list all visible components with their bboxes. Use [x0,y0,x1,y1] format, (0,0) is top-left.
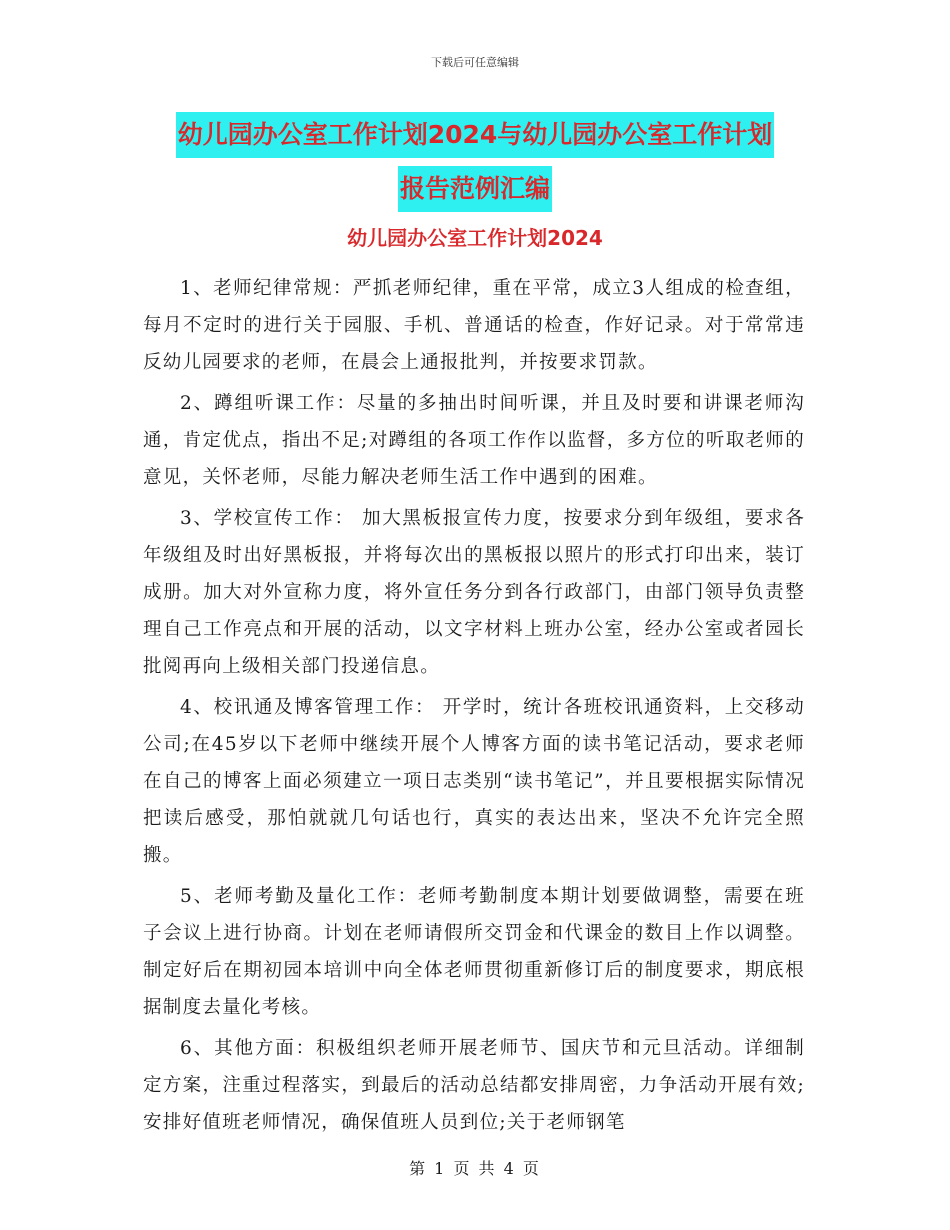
paragraph-4: 4、校讯通及博客管理工作： 开学时，统计各班校讯通资料，上交移动公司;在45岁以下老师中继续开展个人博客方面的读书笔记活动，要求老师在自己的博客上面必须建立一项日志类别“读书笔记”，并且要根据实际情况把读后感受，那怕就就几句话也行，真实的表达出来，坚决不允许完全照搬。 [143,697,805,866]
document-title [0,110,950,218]
paragraph-1: 1、老师纪律常规：严抓老师纪律，重在平常，成立3人组成的检查组，每月不定时的进行关于园服、手机、普通话的检查，作好记录。对于常常违反幼儿园要求的老师，在晨会上通报批判，并按要求罚款。 [143,278,805,373]
document-body [143,270,805,1145]
paragraph-3: 3、学校宣传工作： 加大黑板报宣传力度，按要求分到年级组，要求各年级组及时出好黑板报，并将每次出的黑板报以照片的形式打印出来，装订成册。加大对外宣称力度，将外宣任务分到各行政部门，由部门领导负责整理自己工作亮点和开展的活动，以文字材料上班办公室，经办公室或者园长批阅再向上级相关部门投递信息。 [143,508,805,677]
document-title-line-1: 幼儿园办公室工作计划2024与幼儿园办公室工作计划 [176,112,775,158]
paragraph-5: 5、老师考勤及量化工作：老师考勤制度本期计划要做调整，需要在班子会议上进行协商。计划在老师请假所交罚金和代课金的数目上作以调整。制定好后在期初园本培训中向全体老师贯彻重新修订后的制度要求，期底根据制度去量化考核。 [143,886,805,1018]
page-footer: 第 1 页 共 4 页 [409,1159,541,1178]
document-title-line-2: 报告范例汇编 [398,166,552,212]
section-title: 幼儿园办公室工作计划2024 [347,226,603,250]
paragraph-2: 2、蹲组听课工作：尽量的多抽出时间听课，并且及时要和讲课老师沟通，肯定优点，指出不足;对蹲组的各项工作作以监督，多方位的听取老师的意见，关怀老师，尽能力解决老师生活工作中遇到的困难。 [143,393,805,488]
paragraph-6: 6、其他方面：积极组织老师开展老师节、国庆节和元旦活动。详细制定方案，注重过程落实，到最后的活动总结都安排周密，力争活动开展有效;安排好值班老师情况，确保值班人员到位;关于老师钢笔 [143,1038,805,1133]
header-note: 下载后可任意编辑 [431,56,519,69]
